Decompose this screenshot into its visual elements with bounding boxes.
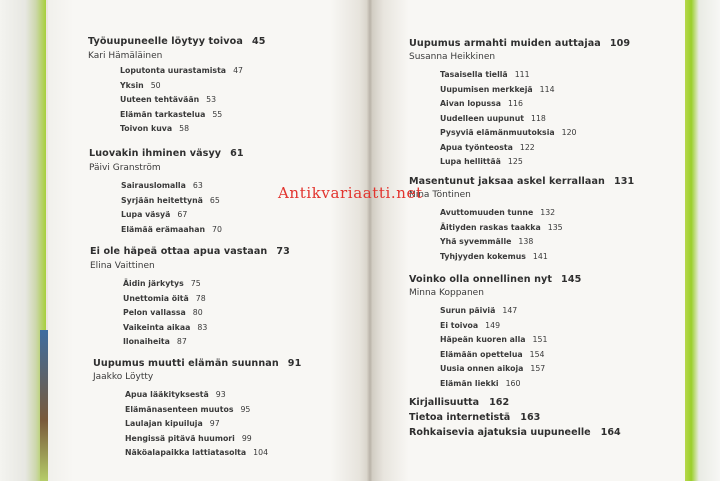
chapter-author: Päivi Granström xyxy=(89,163,161,173)
chapter-page-number: 73 xyxy=(276,246,290,257)
subsection-item: Äidin järkytys 75 xyxy=(123,279,201,288)
subsection-list xyxy=(440,304,547,391)
subsection-item: Tasaisella tiellä 111 xyxy=(440,70,530,79)
subsection-item: Uusia onnen aikoja 157 xyxy=(440,364,546,373)
subsection-item: Uuteen tehtävään 53 xyxy=(120,95,217,104)
subsection-list xyxy=(440,68,577,170)
subsection-item: Apua työnteosta 122 xyxy=(440,142,535,152)
subsection-item: Aivan lopussa 116 xyxy=(440,99,523,108)
subsection-item: Elämänasenteen muutos 95 xyxy=(125,404,251,414)
subsection-item: Tyhjyyden kokemus 141 xyxy=(440,251,548,261)
subsection-item: Elämää erämaahan 70 xyxy=(121,224,222,234)
subsection-list xyxy=(125,388,268,461)
chapter-page-number: 109 xyxy=(609,38,631,49)
watermark: Antikvariaatti.net xyxy=(278,184,423,202)
chapter-author: Kari Hämäläinen xyxy=(88,51,163,61)
subsection-item: Loputonta uurastamista 47 xyxy=(120,66,243,75)
chapter-author: Minna Koppanen xyxy=(409,288,484,298)
chapter-title: Luovakin ihminen väsyy 61 xyxy=(89,148,244,159)
chapter-author: Jaakko Löytty xyxy=(93,372,154,382)
chapter-page-number: 145 xyxy=(561,274,582,285)
closing-entry: Tietoa internetistä 163 xyxy=(409,412,541,423)
chapter-title: Ei ole häpeä ottaa apua vastaan 73 xyxy=(90,246,290,257)
chapter-title: Uupumus armahti muiden auttajaa 109 xyxy=(409,38,631,49)
subsection-list xyxy=(440,206,563,264)
subsection-item: Pysyviä elämänmuutoksia 120 xyxy=(440,128,577,137)
subsection-item: Syrjään heitettynä 65 xyxy=(121,195,220,205)
chapter-title: Voinko olla onnellinen nyt 145 xyxy=(409,274,582,285)
subsection-item: Surun päiviä 147 xyxy=(440,306,518,315)
chapter-page-number: 91 xyxy=(287,358,302,369)
closing-entry: Rohkaisevia ajatuksia uupuneelle 164 xyxy=(409,427,621,438)
chapter-author: Susanna Heikkinen xyxy=(409,52,496,62)
subsection-item: Hengissä pitävä huumori 99 xyxy=(125,433,252,443)
subsection-list xyxy=(120,64,243,137)
book-cover-detail xyxy=(40,330,48,481)
subsection-item: Avuttomuuden tunne 132 xyxy=(440,208,556,217)
chapter-title: Masentunut jaksaa askel kerrallaan 131 xyxy=(409,176,635,187)
subsection-item: Pelon vallassa 80 xyxy=(123,308,203,317)
subsection-item: Uudelleen uupunut 118 xyxy=(440,113,546,123)
chapter-author: Elina Vaittinen xyxy=(90,261,155,271)
subsection-item: Ilonaiheita 87 xyxy=(123,337,187,346)
subsection-item: Unettomia öitä 78 xyxy=(123,293,206,303)
subsection-item: Lupa hellittää 125 xyxy=(440,157,523,166)
subsection-item: Häpeän kuoren alla 151 xyxy=(440,335,548,344)
subsection-item: Ei toivoa 149 xyxy=(440,320,501,330)
chapter-title: Työuupuneelle löytyy toivoa 45 xyxy=(88,36,266,47)
subsection-item: Apua lääkityksestä 93 xyxy=(125,390,226,399)
book-cover-edge-right xyxy=(685,0,720,481)
chapter-author: Nina Töntinen xyxy=(409,190,471,200)
subsection-item: Lupa väsyä 67 xyxy=(121,210,188,219)
subsection-item: Vaikeinta aikaa 83 xyxy=(123,322,208,332)
subsection-list xyxy=(123,277,207,350)
subsection-item: Elämän tarkastelua 55 xyxy=(120,109,223,119)
subsection-item: Elämään opettelua 154 xyxy=(440,349,545,359)
subsection-item: Näköalapaikka lattiatasolta 104 xyxy=(125,448,269,457)
subsection-item: Uupumisen merkkejä 114 xyxy=(440,84,555,94)
subsection-item: Laulajan kipuiluja 97 xyxy=(125,419,220,428)
subsection-item: Elämän liekki 160 xyxy=(440,378,521,388)
chapter-title: Uupumus muutti elämän suunnan 91 xyxy=(93,358,302,369)
chapter-page-number: 61 xyxy=(230,148,244,159)
subsection-item: Yhä syvemmälle 138 xyxy=(440,237,534,246)
chapter-page-number: 45 xyxy=(251,36,266,47)
subsection-item: Sairauslomalla 63 xyxy=(121,181,203,190)
subsection-item: Toivon kuva 58 xyxy=(120,124,190,133)
subsection-item: Äitiyden raskas taakka 135 xyxy=(440,222,563,232)
book-gutter xyxy=(367,0,373,481)
subsection-list xyxy=(121,179,222,237)
chapter-page-number: 131 xyxy=(613,176,635,187)
closing-entry: Kirjallisuutta 162 xyxy=(409,397,510,408)
subsection-item: Yksin 50 xyxy=(120,80,161,90)
